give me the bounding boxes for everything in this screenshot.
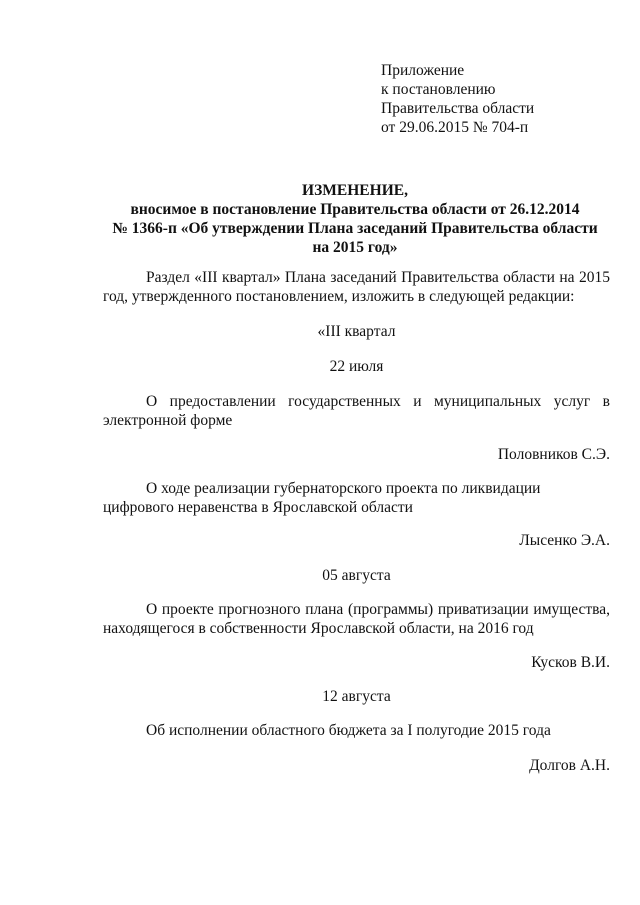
quarter-heading: «III квартал (317, 323, 396, 340)
appendix-block (381, 61, 534, 137)
appendix-line-4: от 29.06.2015 № 704-п (381, 119, 529, 136)
agenda-item-3: О проекте прогнозного плана (программы) приватизации имущества, находящегося в собственности Ярославской области, на 2016 год (103, 601, 610, 637)
responsible-2: Лысенко Э.А. (519, 532, 610, 549)
title-line-3: № 1366-п «Об утверждении Плана заседаний Правительства области (112, 220, 598, 237)
agenda-item-4: Об исполнении областного бюджета за I полугодие 2015 года (146, 722, 551, 739)
date-heading-1: 22 июля (329, 358, 384, 375)
title-heading: ИЗМЕНЕНИЕ, (302, 182, 408, 199)
agenda-item-1: О предоставлении государственных и муниципальных услуг в электронной форме (103, 393, 610, 429)
appendix-line-3: Правительства области (381, 100, 535, 117)
intro-paragraph: Раздел «III квартал» Плана заседаний Правительства области на 2015 год, утвержденного постановлением, изложить в следующей редакции: (103, 269, 610, 305)
date-heading-2: 05 августа (322, 567, 391, 584)
responsible-1: Половников С.Э. (497, 446, 610, 463)
appendix-line-2: к постановлению (381, 81, 496, 98)
title-line-2: вносимое в постановление Правительства области от 26.12.2014 (130, 201, 580, 218)
responsible-4: Долгов А.Н. (529, 757, 610, 774)
agenda-item-2: О ходе реализации губернаторского проекта по ликвидации цифрового неравенства в Ярославской области (103, 480, 541, 516)
responsible-3: Кусков В.И. (531, 654, 610, 671)
title-line-4: на 2015 год» (312, 239, 398, 256)
date-heading-3: 12 августа (322, 688, 391, 705)
appendix-line-1: Приложение (381, 62, 465, 79)
document-title (100, 181, 610, 257)
